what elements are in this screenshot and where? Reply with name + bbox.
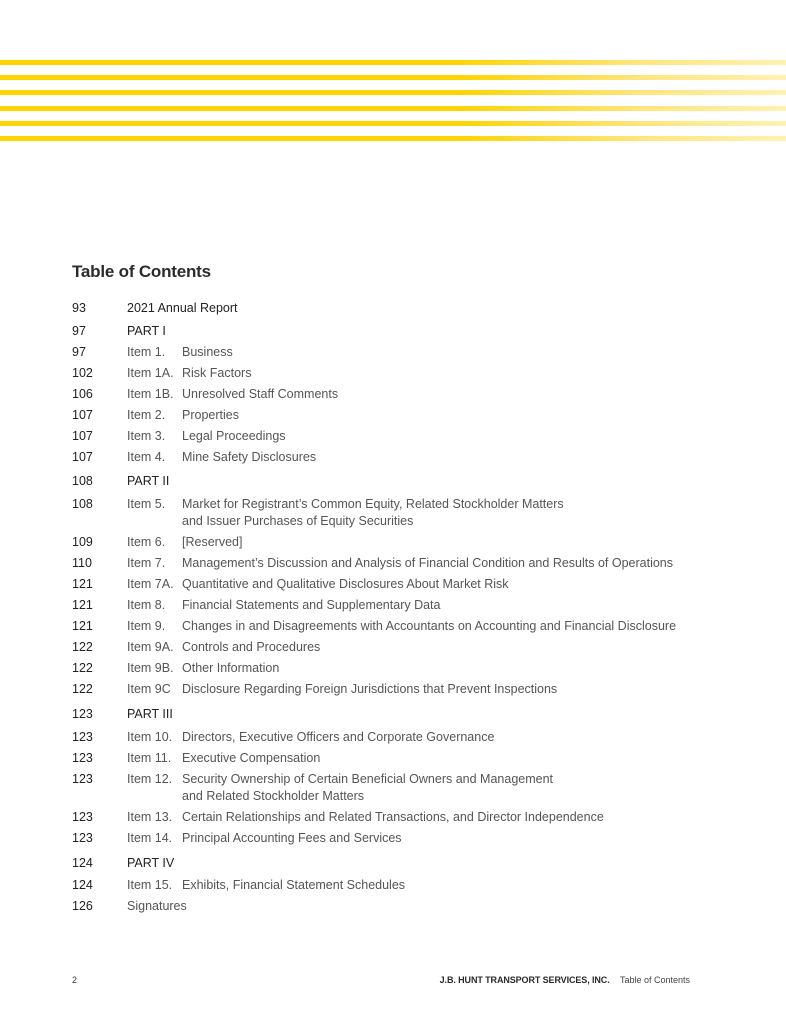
toc-item-number: Item 9B. xyxy=(127,661,174,675)
toc-item-title: Unresolved Staff Comments xyxy=(182,387,339,401)
toc-title: Table of Contents xyxy=(72,262,211,281)
toc-page-number: 123 xyxy=(72,831,93,845)
toc-report-heading: 2021 Annual Report xyxy=(127,301,238,315)
toc-item-number: Item 4. xyxy=(127,450,166,464)
toc-page-number: 123 xyxy=(72,810,93,824)
toc-page-number: 123 xyxy=(72,730,93,744)
toc-item-title: Financial Statements and Supplementary Data xyxy=(182,598,441,612)
toc-page-number: 123 xyxy=(72,751,93,765)
toc-item-title: Risk Factors xyxy=(182,366,252,380)
toc-item-title: Properties xyxy=(182,408,239,422)
toc-item-number: Item 2. xyxy=(127,408,166,422)
stripe-line xyxy=(0,60,786,65)
footer-section-name: Table of Contents xyxy=(619,975,690,985)
toc-page-number: 109 xyxy=(72,535,93,549)
toc-item-title-continued: and Related Stockholder Matters xyxy=(182,789,365,803)
toc-page-number: 106 xyxy=(72,387,93,401)
toc-item-title: Executive Compensation xyxy=(182,751,321,765)
toc-page-number: 124 xyxy=(72,878,93,892)
toc-page-number: 123 xyxy=(72,707,93,721)
toc-item-number: Item 5. xyxy=(127,497,166,511)
toc-item-number: Item 10. xyxy=(127,730,173,744)
toc-item-number: Item 6. xyxy=(127,535,166,549)
toc-item-title: Principal Accounting Fees and Services xyxy=(182,831,402,845)
toc-page-number: 107 xyxy=(72,429,93,443)
toc-item-title: Changes in and Disagreements with Accountants on Accounting and Financial Disclosure xyxy=(182,619,677,633)
toc-page-number: 108 xyxy=(72,497,93,511)
toc-item-title: Quantitative and Qualitative Disclosures About Market Risk xyxy=(182,577,509,591)
stripe-line xyxy=(0,136,786,141)
footer-right xyxy=(440,975,690,985)
toc-item-number: Item 8. xyxy=(127,598,166,612)
toc-item-number: Item 14. xyxy=(127,831,173,845)
toc-page-number: 121 xyxy=(72,619,93,633)
toc-item-number: Item 3. xyxy=(127,429,166,443)
toc-item-number: Item 9C xyxy=(127,682,171,696)
toc-item-number: Item 9A. xyxy=(127,640,174,654)
toc-part-heading: PART IV xyxy=(127,856,175,870)
toc-item-title: Certain Relationships and Related Transactions, and Director Independence xyxy=(182,810,604,824)
toc-page-number: 107 xyxy=(72,408,93,422)
toc-item-title: Security Ownership of Certain Beneficial Owners and Management xyxy=(182,772,554,786)
toc-page-number: 102 xyxy=(72,366,93,380)
footer-page-number: 2 xyxy=(72,975,78,985)
toc-item-number: Item 13. xyxy=(127,810,173,824)
decorative-yellow-stripes xyxy=(0,60,786,142)
toc-page-number: 108 xyxy=(72,474,93,488)
toc-page-number: 124 xyxy=(72,856,93,870)
toc-page-number: 123 xyxy=(72,772,93,786)
toc-item-number: Item 12. xyxy=(127,772,173,786)
toc-item-title: Exhibits, Financial Statement Schedules xyxy=(182,878,406,892)
toc-item-number: Item 1B. xyxy=(127,387,174,401)
toc-item-number: Item 7A. xyxy=(127,577,174,591)
toc-item-title: Legal Proceedings xyxy=(182,429,286,443)
toc-page-number: 121 xyxy=(72,598,93,612)
toc-page-number: 110 xyxy=(72,556,92,570)
toc-page-number: 97 xyxy=(72,324,86,338)
stripe-line xyxy=(0,106,786,111)
toc-item-title-continued: and Issuer Purchases of Equity Securities xyxy=(182,514,414,528)
footer-company-name: J.B. HUNT TRANSPORT SERVICES, INC. xyxy=(439,975,610,985)
stripe-line xyxy=(0,90,786,95)
toc-item-number: Item 9. xyxy=(127,619,166,633)
page-footer xyxy=(72,975,690,989)
stripe-line xyxy=(0,75,786,80)
toc-page-number: 93 xyxy=(72,301,86,315)
toc-item-number: Item 1. xyxy=(127,345,166,359)
toc-page-number: 121 xyxy=(72,577,93,591)
table-of-contents xyxy=(72,262,752,913)
toc-item-number: Item 15. xyxy=(127,878,173,892)
toc-page-number: 107 xyxy=(72,450,93,464)
toc-item-title: Directors, Executive Officers and Corporate Governance xyxy=(182,730,495,744)
toc-page-number: 122 xyxy=(72,661,93,675)
stripe-line xyxy=(0,121,786,126)
toc-item-title: Management’s Discussion and Analysis of Financial Condition and Results of Operations xyxy=(182,556,674,570)
toc-item-title: Disclosure Regarding Foreign Jurisdictions that Prevent Inspections xyxy=(182,682,558,696)
toc-item-title: Mine Safety Disclosures xyxy=(182,450,317,464)
toc-part-heading: PART I xyxy=(127,324,166,338)
toc-item-number: Item 7. xyxy=(127,556,166,570)
toc-item-title: Business xyxy=(182,345,233,359)
toc-page-number: 97 xyxy=(72,345,86,359)
toc-item-title: Market for Registrant’s Common Equity, Related Stockholder Matters xyxy=(182,497,564,511)
toc-entry-label: Signatures xyxy=(127,899,187,913)
toc-page-number: 122 xyxy=(72,640,93,654)
toc-page-number: 126 xyxy=(72,899,93,913)
toc-item-number: Item 11. xyxy=(127,751,172,765)
toc-part-heading: PART II xyxy=(127,474,170,488)
toc-item-title: [Reserved] xyxy=(182,535,243,549)
toc-item-title: Controls and Procedures xyxy=(182,640,321,654)
toc-page-number: 122 xyxy=(72,682,93,696)
toc-item-title: Other Information xyxy=(182,661,280,675)
toc-item-number: Item 1A. xyxy=(127,366,174,380)
toc-part-heading: PART III xyxy=(127,707,173,721)
